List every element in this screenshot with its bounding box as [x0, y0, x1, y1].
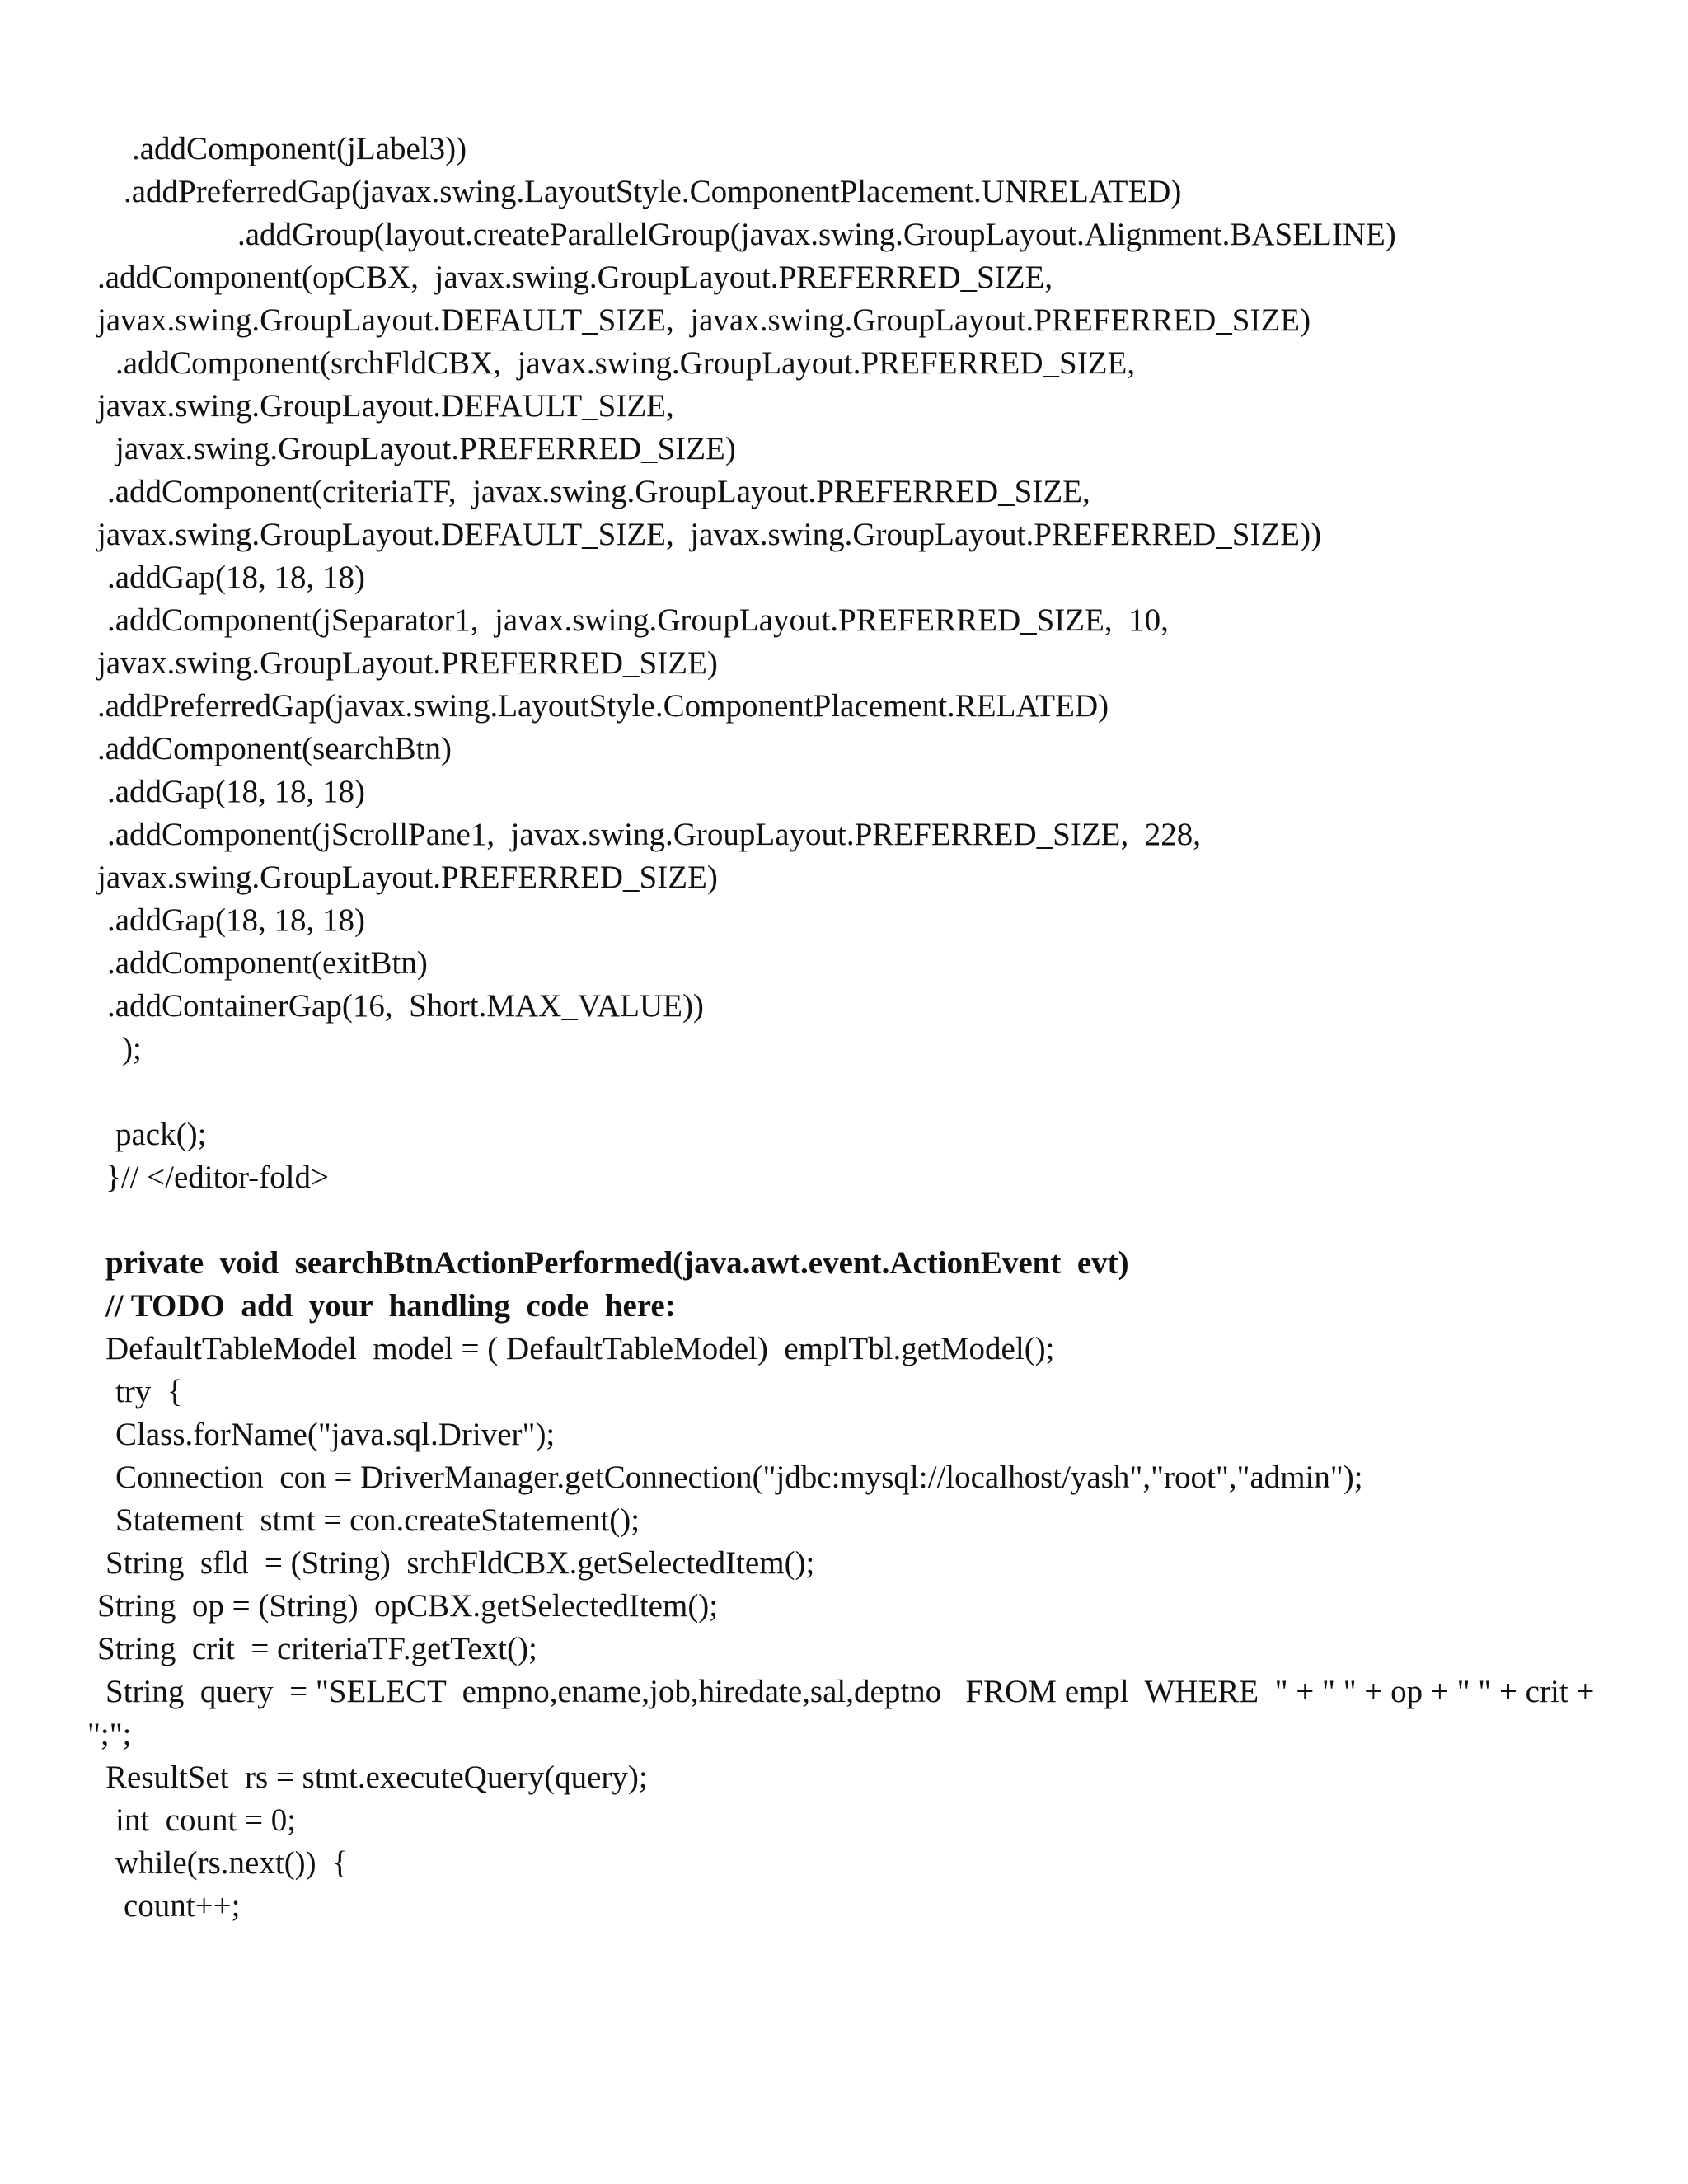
code-line-16: .addGap(18, 18, 18) [107, 774, 366, 809]
code-line-10: javax.swing.GroupLayout.DEFAULT_SIZE, javax.swing.GroupLayout.PREFERRED_SIZE)) [97, 517, 1322, 552]
code-line-40: count++; [124, 1888, 241, 1924]
code-line-3: .addGroup(layout.createParallelGroup(javax.swing.GroupLayout.Alignment.BASELINE) [237, 217, 1396, 252]
code-line-5: javax.swing.GroupLayout.DEFAULT_SIZE, javax.swing.GroupLayout.PREFERRED_SIZE) [97, 302, 1311, 338]
code-line-13: javax.swing.GroupLayout.PREFERRED_SIZE) [97, 645, 718, 681]
code-line-9: .addComponent(criteriaTF, javax.swing.GroupLayout.PREFERRED_SIZE, [107, 474, 1090, 509]
code-line-11: .addGap(18, 18, 18) [107, 560, 366, 595]
code-line-2: .addPreferredGap(javax.swing.LayoutStyle.ComponentPlacement.UNRELATED) [124, 174, 1182, 209]
code-line-34: String crit = criteriaTF.getText(); [97, 1631, 537, 1666]
code-line-12: .addComponent(jSeparator1, javax.swing.GroupLayout.PREFERRED_SIZE, 10, [107, 602, 1169, 638]
code-line-15: .addComponent(searchBtn) [97, 731, 452, 766]
code-line-35: String query = "SELECT empno,ename,job,hiredate,sal,deptno FROM empl WHERE " + " " + op + " " + crit + [106, 1674, 1595, 1709]
code-line-24: }// </editor-fold> [106, 1160, 329, 1195]
code-line-27: DefaultTableModel model = ( DefaultTableModel) emplTbl.getModel(); [106, 1331, 1055, 1366]
code-line-20: .addComponent(exitBtn) [107, 945, 428, 981]
code-line-7: javax.swing.GroupLayout.DEFAULT_SIZE, [97, 388, 674, 424]
code-line-4: .addComponent(opCBX, javax.swing.GroupLayout.PREFERRED_SIZE, [97, 260, 1053, 295]
code-line-26: // TODO add your handling code here: [106, 1288, 676, 1324]
code-line-6: .addComponent(srchFldCBX, javax.swing.GroupLayout.PREFERRED_SIZE, [115, 345, 1136, 381]
code-line-19: .addGap(18, 18, 18) [107, 902, 366, 938]
code-line-31: Statement stmt = con.createStatement(); [115, 1502, 640, 1538]
code-line-30: Connection con = DriverManager.getConnection("jdbc:mysql://localhost/yash","root","admin"); [115, 1460, 1363, 1495]
code-line-18: javax.swing.GroupLayout.PREFERRED_SIZE) [97, 860, 718, 895]
code-line-38: int count = 0; [115, 1802, 297, 1838]
code-line-1: .addComponent(jLabel3)) [132, 131, 467, 166]
code-line-14: .addPreferredGap(javax.swing.LayoutStyle.ComponentPlacement.RELATED) [97, 688, 1109, 724]
code-line-29: Class.forName("java.sql.Driver"); [115, 1417, 556, 1452]
code-line-37: ResultSet rs = stmt.executeQuery(query); [106, 1760, 648, 1795]
code-line-17: .addComponent(jScrollPane1, javax.swing.GroupLayout.PREFERRED_SIZE, 228, [107, 817, 1201, 852]
code-line-21: .addContainerGap(16, Short.MAX_VALUE)) [107, 988, 704, 1024]
code-line-23: pack(); [115, 1117, 207, 1152]
code-line-22: ); [122, 1031, 142, 1066]
code-line-39: while(rs.next()) { [115, 1845, 348, 1881]
code-line-33: String op = (String) opCBX.getSelectedItem(); [97, 1588, 719, 1624]
code-line-36: ";"; [87, 1717, 132, 1752]
code-line-28: try { [115, 1374, 183, 1409]
code-line-8: javax.swing.GroupLayout.PREFERRED_SIZE) [115, 431, 736, 466]
code-line-25: private void searchBtnActionPerformed(java.awt.event.ActionEvent evt) [106, 1245, 1129, 1281]
code-line-32: String sfld = (String) srchFldCBX.getSelectedItem(); [106, 1545, 815, 1581]
